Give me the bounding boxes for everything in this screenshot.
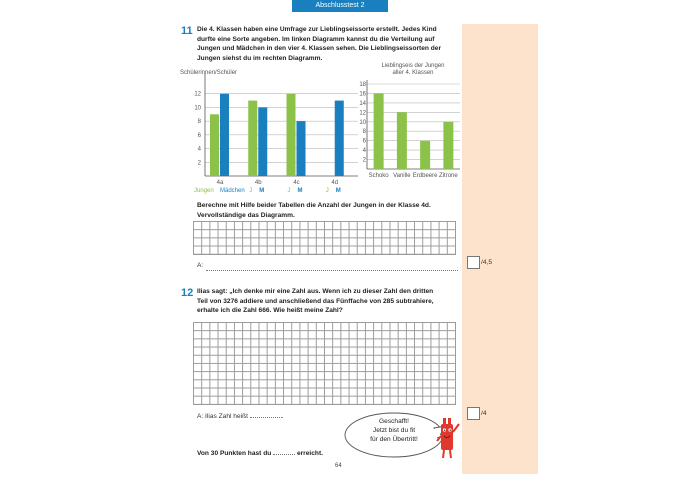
task-12-score-label: /4 [481, 410, 487, 417]
task-12-line: erhalte ich die Zahl 666. Wie heißt meine Zahl? [197, 307, 343, 314]
right-chart-ytick: 4 [362, 148, 366, 155]
task-12-line: Ilias sagt: „Ich denke mir eine Zahl aus. Wenn ich zu dieser Zahl den dritten [197, 288, 434, 295]
points-suffix: erreicht. [296, 450, 323, 457]
right-chart-ytick: 14 [359, 100, 366, 107]
right-chart-bar [374, 93, 384, 169]
right-chart-xtick: Zitrone [439, 173, 458, 179]
task-11-calculation-grid[interactable] [193, 221, 456, 255]
right-chart-title: aller 4. Klassen [392, 70, 434, 76]
left-chart-xtick: 4b [254, 180, 262, 186]
left-chart-ytick: 6 [197, 132, 201, 139]
task-11-answer-line[interactable] [206, 269, 458, 271]
speech-bubble-line: Jetzt bist du fit [372, 426, 416, 434]
task-12-number: 12 [181, 287, 194, 299]
right-chart-xtick: Vanille [393, 173, 411, 179]
left-chart-legend-m: M [335, 188, 341, 194]
task-12-answer-suffix: . [281, 413, 284, 420]
left-chart-legend-maedchen: Mädchen [220, 188, 245, 194]
task-11-instruction [197, 201, 459, 220]
right-chart-ytick: 12 [359, 110, 366, 117]
task-11-number: 11 [181, 25, 193, 37]
left-chart-bar-jungen [210, 114, 219, 176]
header-tab: Abschlusstest 2 [292, 0, 388, 12]
left-chart-bar-jungen [248, 101, 257, 176]
task-11-line: durfte eine Sorte angeben. Im linken Diagramm kannst du die Verteilung auf [197, 35, 435, 43]
right-chart-bar [397, 112, 407, 169]
left-chart-ylabel: Schülerinnen/Schüler [180, 70, 238, 76]
task-11-instruction-line: Vervollständige das Diagramm. [197, 211, 295, 219]
right-chart-xtick: Erdbeere [412, 173, 438, 179]
task-12-answer-label: A: Ilias Zahl heißt [197, 413, 248, 420]
task-11-text [197, 25, 459, 63]
left-chart-bar-mädchen [297, 121, 306, 176]
left-chart-ytick: 4 [197, 146, 201, 153]
left-chart-ytick: 8 [197, 119, 201, 126]
page-number: 64 [335, 463, 342, 469]
right-chart-title: Lieblingseis der Jungen [381, 63, 445, 69]
left-chart-bar-mädchen [220, 94, 229, 176]
left-chart-legend-m: M [259, 188, 265, 194]
points-prefix: Von 30 Punkten hast du [197, 450, 272, 457]
right-chart-ytick: 2 [362, 157, 366, 164]
right-chart-ytick: 18 [359, 82, 366, 88]
right-chart-ytick: 8 [362, 129, 366, 136]
task-11-score-label: /4,5 [481, 259, 492, 266]
task-12-answer [197, 411, 284, 420]
left-chart-ytick: 2 [197, 160, 201, 167]
right-chart-ytick: 6 [362, 138, 366, 145]
left-chart-legend-jungen: Jungen [194, 188, 214, 194]
speech-bubble-text [352, 418, 436, 444]
task-12-text [197, 287, 459, 316]
task-11-score-box[interactable] [467, 256, 480, 269]
left-chart-ytick: 10 [194, 105, 201, 112]
task-11-line: Jungen und Mädchen in den vier 4. Klassen sehen. Die Lieblingseissorten der [197, 45, 442, 52]
left-chart-xtick: 4a [216, 180, 224, 186]
boys-flavor-chart [360, 60, 468, 182]
task-12-answer-line[interactable] [250, 411, 282, 418]
left-chart-legend-m: M [297, 188, 303, 194]
task-12-score-box[interactable] [467, 407, 480, 420]
left-chart-bar-jungen [287, 94, 296, 176]
task-11-line: Jungen siehst du im rechten Diagramm. [197, 54, 323, 62]
task-11-answer-label: A: [197, 262, 204, 269]
left-chart-legend-j: J [287, 188, 291, 194]
task-12-line: Teil von 3276 addiere und anschließend das Fünffache von 285 subtrahiere, [197, 297, 434, 305]
task-11-line: Die 4. Klassen haben eine Umfrage zur Lieblingseissorte erstellt. Jedes Kind [197, 26, 437, 33]
left-chart-bar-mädchen [258, 107, 267, 176]
left-chart-legend-j: J [249, 188, 253, 194]
right-chart-ytick: 16 [359, 91, 366, 98]
mascot-icon [437, 418, 459, 458]
right-chart-bar [420, 141, 430, 169]
right-chart-ytick: 10 [359, 119, 366, 126]
right-chart-xtick: Schoko [368, 173, 389, 179]
task-11-instruction-line: Berechne mit Hilfe beider Tabellen die Anzahl der Jungen in der Klasse 4d. [197, 202, 431, 209]
left-chart-xtick: 4c [293, 180, 300, 186]
task-12-calculation-grid[interactable] [193, 322, 456, 405]
left-chart-legend-j: J [325, 188, 329, 194]
class-distribution-chart [180, 64, 360, 192]
left-chart-bar-mädchen [335, 101, 344, 176]
points-input-line[interactable] [273, 448, 295, 455]
points-summary [197, 448, 323, 459]
left-chart-xtick: 4d [331, 180, 339, 186]
speech-bubble-line: Geschafft! [379, 418, 409, 425]
right-chart-bar [443, 122, 453, 169]
left-chart-ytick: 12 [194, 91, 201, 98]
speech-bubble-line: für den Übertritt! [370, 435, 418, 443]
